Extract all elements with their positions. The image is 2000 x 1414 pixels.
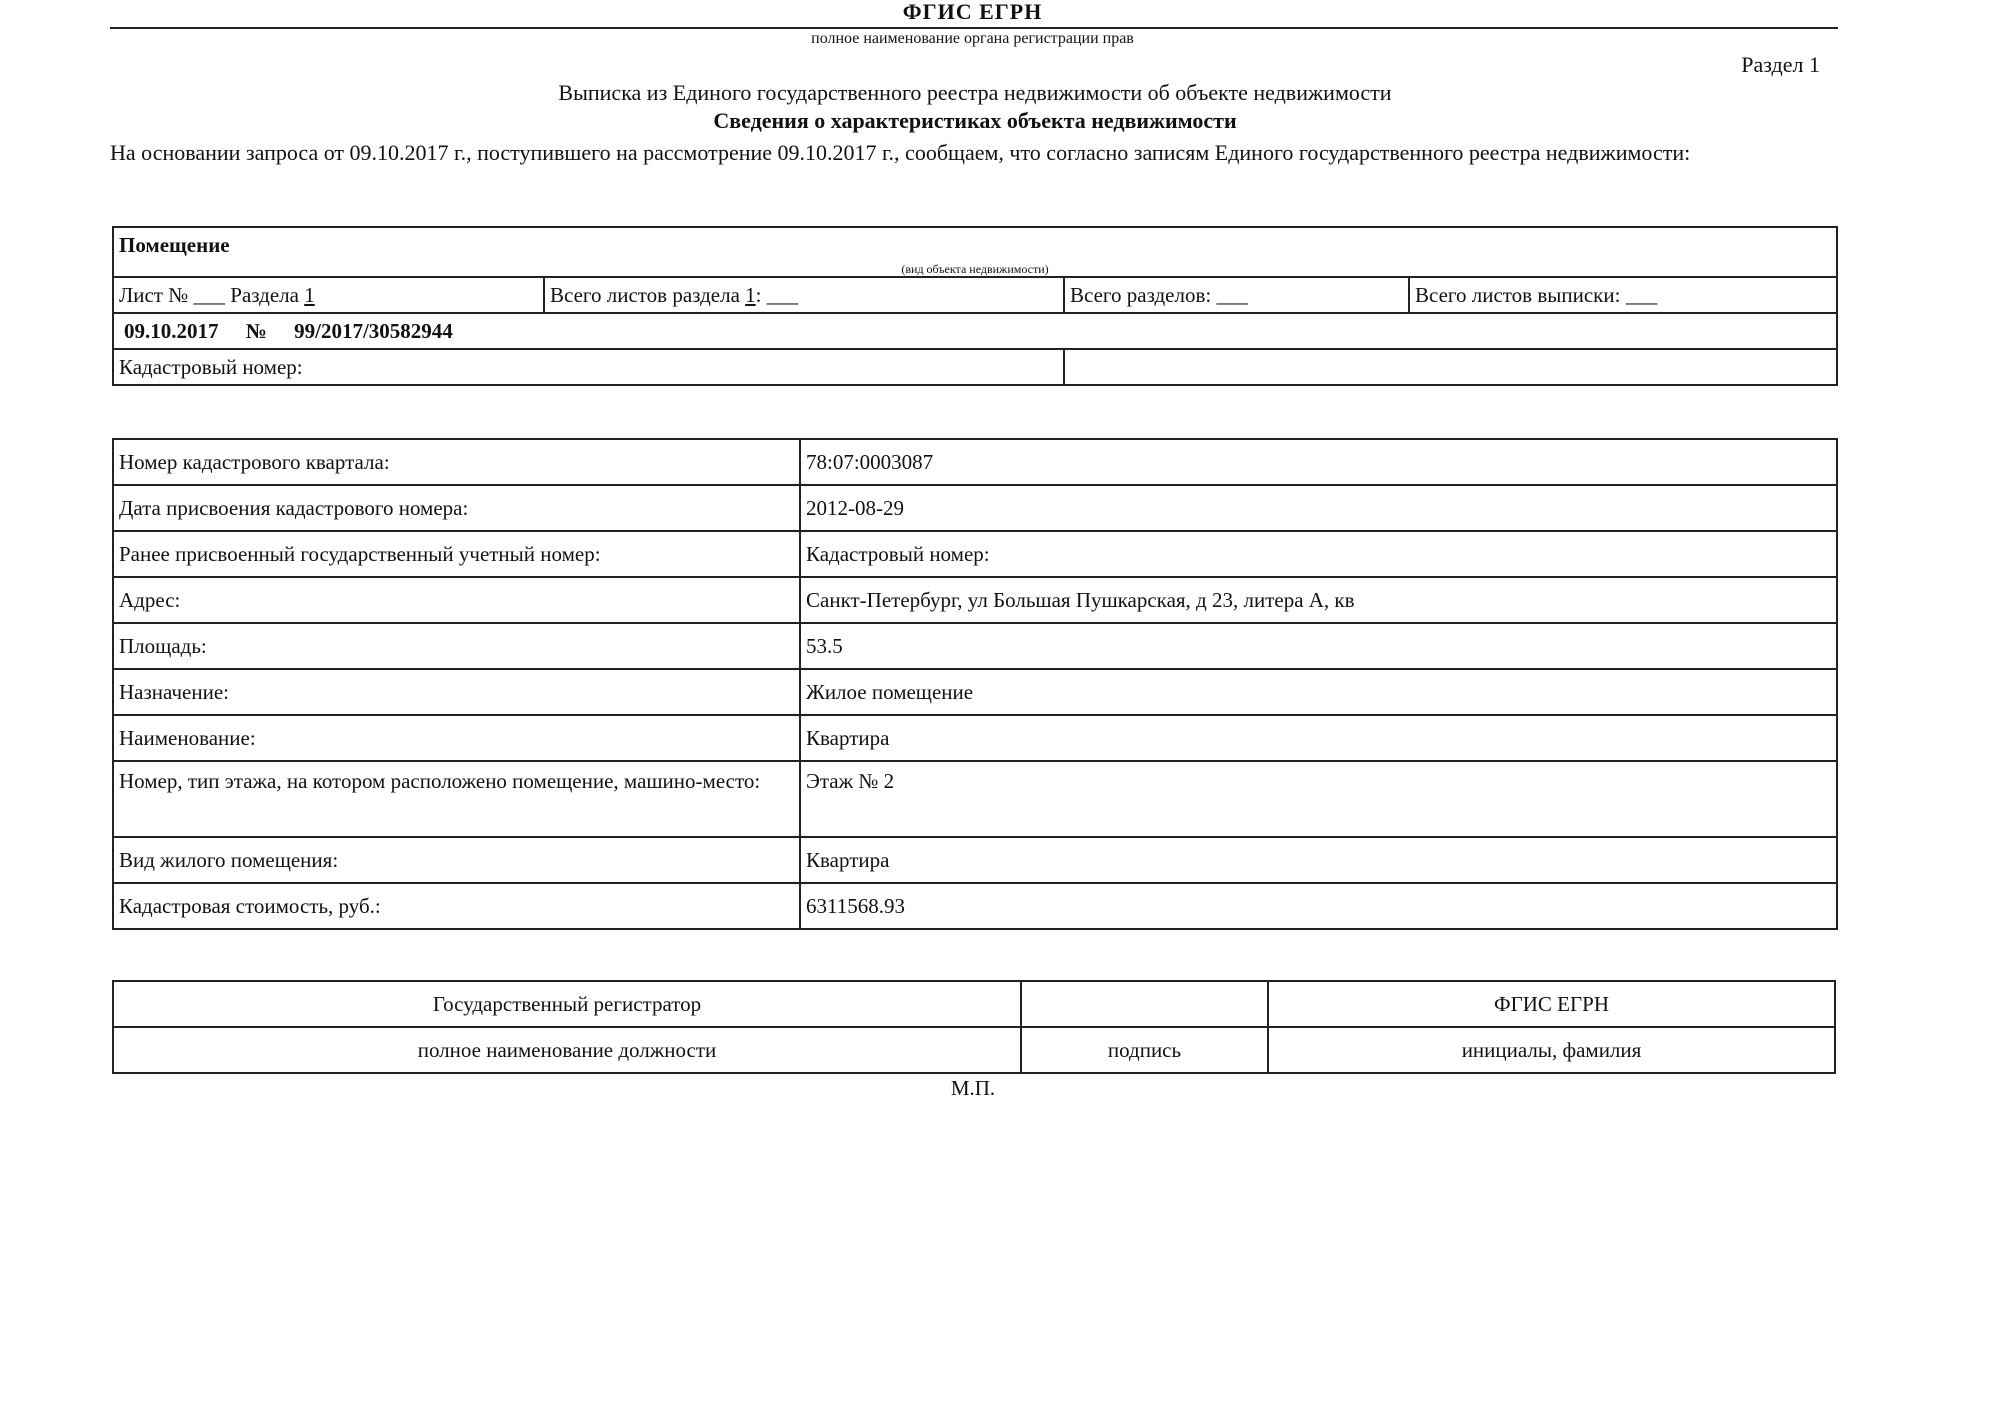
detail-label: Номер, тип этажа, на котором расположено помещение, машино-место: <box>113 761 800 837</box>
detail-label: Ранее присвоенный государственный учетный номер: <box>113 531 800 577</box>
position-caption: полное наименование должности <box>113 1027 1021 1073</box>
registry-org-name: ФГИС ЕГРН <box>902 0 1043 24</box>
object-header-table <box>112 226 1838 386</box>
registrar-position: Государственный регистратор <box>113 981 1021 1027</box>
detail-value: Этаж № 2 <box>800 761 1837 837</box>
stamp-place-label: М.П. <box>950 1076 996 1100</box>
detail-label: Вид жилого помещения: <box>113 837 800 883</box>
table-row <box>113 439 1837 485</box>
detail-value: Жилое помещение <box>800 669 1837 715</box>
detail-value: Квартира <box>800 837 1837 883</box>
total-sheets-value: 1 <box>745 282 756 307</box>
document-subtitle: Сведения о характеристиках объекта недвижимости <box>713 108 1237 133</box>
table-row <box>113 577 1837 623</box>
detail-value: 6311568.93 <box>800 883 1837 929</box>
detail-value: Квартира <box>800 715 1837 761</box>
sheet-section-value: 1 <box>304 282 315 307</box>
table-row <box>113 623 1837 669</box>
detail-value: 2012-08-29 <box>800 485 1837 531</box>
number-sign: № <box>245 318 267 343</box>
detail-label: Номер кадастрового квартала: <box>113 439 800 485</box>
total-sections: Всего разделов: ___ <box>1064 277 1409 313</box>
signature-field <box>1021 981 1268 1027</box>
cadastral-number-label: Кадастровый номер: <box>113 349 1064 385</box>
detail-label: Наименование: <box>113 715 800 761</box>
name-caption: инициалы, фамилия <box>1268 1027 1835 1073</box>
object-details-table <box>112 438 1838 930</box>
document-title: Выписка из Единого государственного реестра недвижимости об объекте недвижимости <box>558 80 1392 105</box>
total-sheets-cell <box>544 277 1064 313</box>
registrar-name: ФГИС ЕГРН <box>1268 981 1835 1027</box>
section-label: Раздел 1 <box>1741 52 1820 77</box>
detail-label: Назначение: <box>113 669 800 715</box>
extract-date: 09.10.2017 <box>124 318 219 343</box>
sheet-number-label: Лист № ___ Раздела <box>119 282 299 307</box>
detail-value: 53.5 <box>800 623 1837 669</box>
sheet-number-cell <box>113 277 544 313</box>
intro-paragraph: На основании запроса от 09.10.2017 г., поступившего на рассмотрение 09.10.2017 г., сообщаем, что согласно записям Единого государственного реестра недвижимости: <box>110 140 1691 165</box>
object-type-caption: (вид объекта недвижимости) <box>113 262 1837 277</box>
total-extract-sheets: Всего листов выписки: ___ <box>1409 277 1837 313</box>
detail-value: Кадастровый номер: <box>800 531 1837 577</box>
table-row <box>113 837 1837 883</box>
total-sheets-suffix: : ___ <box>755 282 799 307</box>
table-row <box>113 761 1837 837</box>
table-row <box>113 883 1837 929</box>
object-type: Помещение <box>113 227 1837 262</box>
detail-value: Санкт-Петербург, ул Большая Пушкарская, д 23, литера А, кв <box>800 577 1837 623</box>
detail-label: Площадь: <box>113 623 800 669</box>
signature-caption: подпись <box>1021 1027 1268 1073</box>
org-name-caption: полное наименование органа регистрации прав <box>811 30 1134 47</box>
extract-number: 99/2017/30582944 <box>294 318 453 343</box>
detail-label: Адрес: <box>113 577 800 623</box>
detail-value: 78:07:0003087 <box>800 439 1837 485</box>
total-sheets-label: Всего листов раздела <box>550 282 740 307</box>
table-row <box>113 715 1837 761</box>
header-divider <box>110 27 1838 29</box>
table-row <box>113 531 1837 577</box>
detail-label: Дата присвоения кадастрового номера: <box>113 485 800 531</box>
extract-date-number <box>113 313 1837 349</box>
detail-label: Кадастровая стоимость, руб.: <box>113 883 800 929</box>
signature-table <box>112 980 1836 1074</box>
cadastral-number-value <box>1064 349 1837 385</box>
table-row <box>113 669 1837 715</box>
table-row <box>113 485 1837 531</box>
